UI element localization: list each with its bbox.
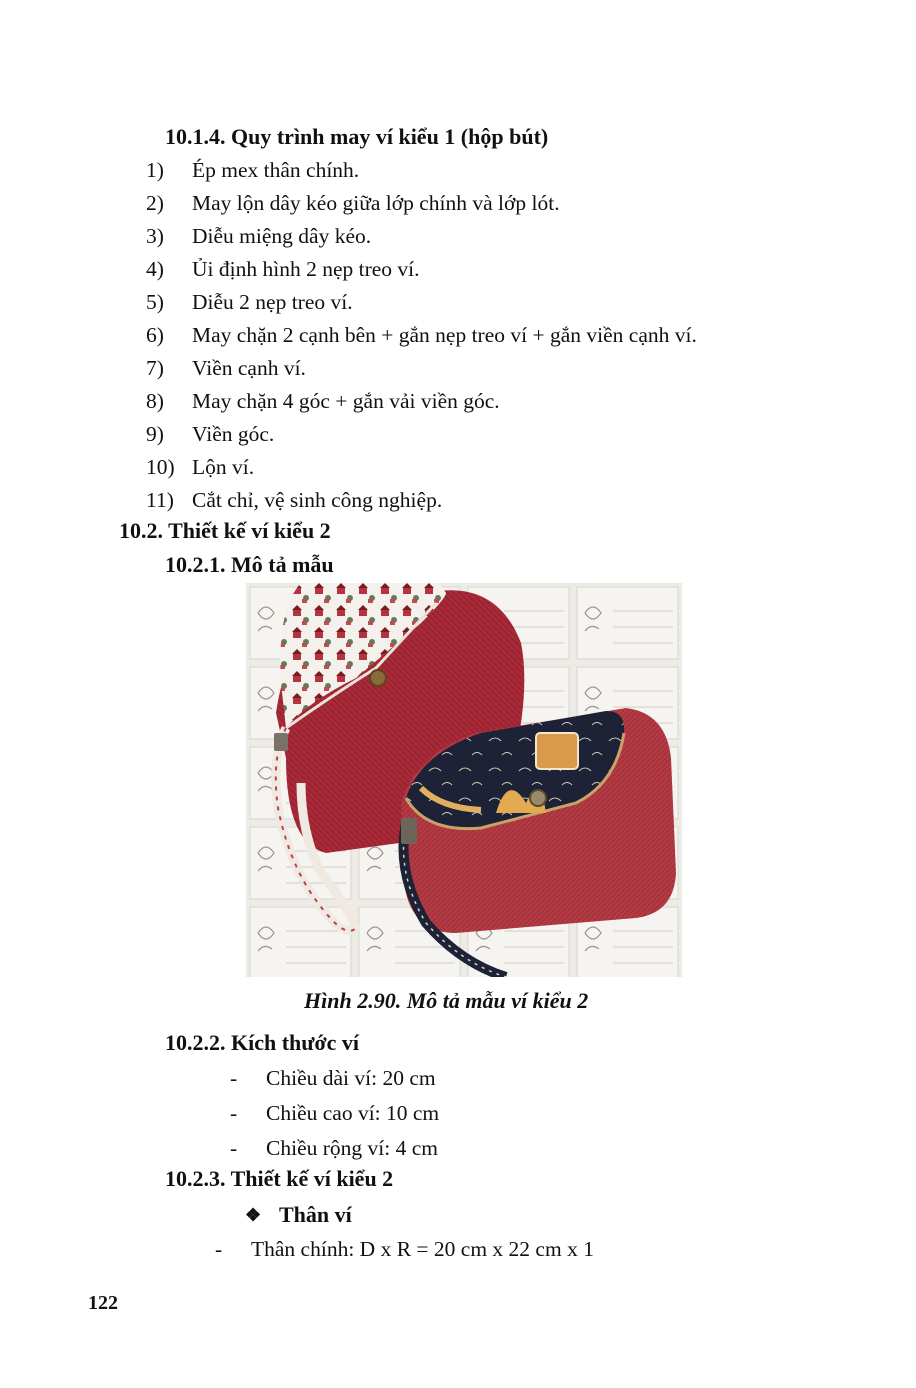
list-item: 9) Viền góc.	[146, 422, 275, 446]
page-number: 122	[88, 1292, 118, 1314]
diamond-bullet-icon: ❖	[245, 1204, 262, 1225]
list-item: 3) Diễu miệng dây kéo.	[146, 224, 372, 248]
heading-10-2-3: 10.2.3. Thiết kế ví kiểu 2	[165, 1166, 394, 1191]
heading-10-2: 10.2. Thiết kế ví kiểu 2	[119, 518, 331, 543]
heading-10-2-2: 10.2.2. Kích thước ví	[165, 1030, 360, 1055]
list-item: 2) May lộn dây kéo giữa lớp chính và lớp lót.	[146, 191, 560, 215]
list-item: 4) Ủi định hình 2 nẹp treo ví.	[146, 257, 420, 281]
figure-caption: Hình 2.90. Mô tả mẫu ví kiểu 2	[304, 988, 589, 1013]
list-item: 11) Cắt chỉ, vệ sinh công nghiệp.	[146, 488, 443, 512]
list-item: - Chiều dài ví: 20 cm	[230, 1066, 436, 1090]
list-item: - Chiều cao ví: 10 cm	[230, 1101, 440, 1125]
list-item: 8) May chặn 4 góc + gắn vải viền góc.	[146, 389, 500, 413]
list-item: 6) May chặn 2 cạnh bên + gắn nẹp treo ví + gắn viền cạnh ví.	[146, 323, 697, 347]
list-item: 1) Ép mex thân chính.	[146, 158, 360, 182]
wallet-photo	[246, 583, 682, 977]
heading-10-1-4: 10.1.4. Quy trình may ví kiểu 1 (hộp bút)	[165, 124, 549, 149]
list-item: 7) Viền cạnh ví.	[146, 356, 306, 380]
than-chinh-line: - Thân chính: D x R = 20 cm x 22 cm x 1	[215, 1237, 594, 1261]
heading-10-2-1: 10.2.1. Mô tả mẫu	[165, 552, 334, 577]
list-item: - Chiều rộng ví: 4 cm	[230, 1136, 438, 1160]
list-item: 10) Lộn ví.	[146, 455, 255, 479]
list-item: 5) Diễu 2 nẹp treo ví.	[146, 290, 353, 314]
sewing-steps-list	[146, 158, 697, 521]
size-list	[230, 1066, 439, 1171]
bullet-than-vi: ❖ Thân ví	[245, 1202, 352, 1227]
